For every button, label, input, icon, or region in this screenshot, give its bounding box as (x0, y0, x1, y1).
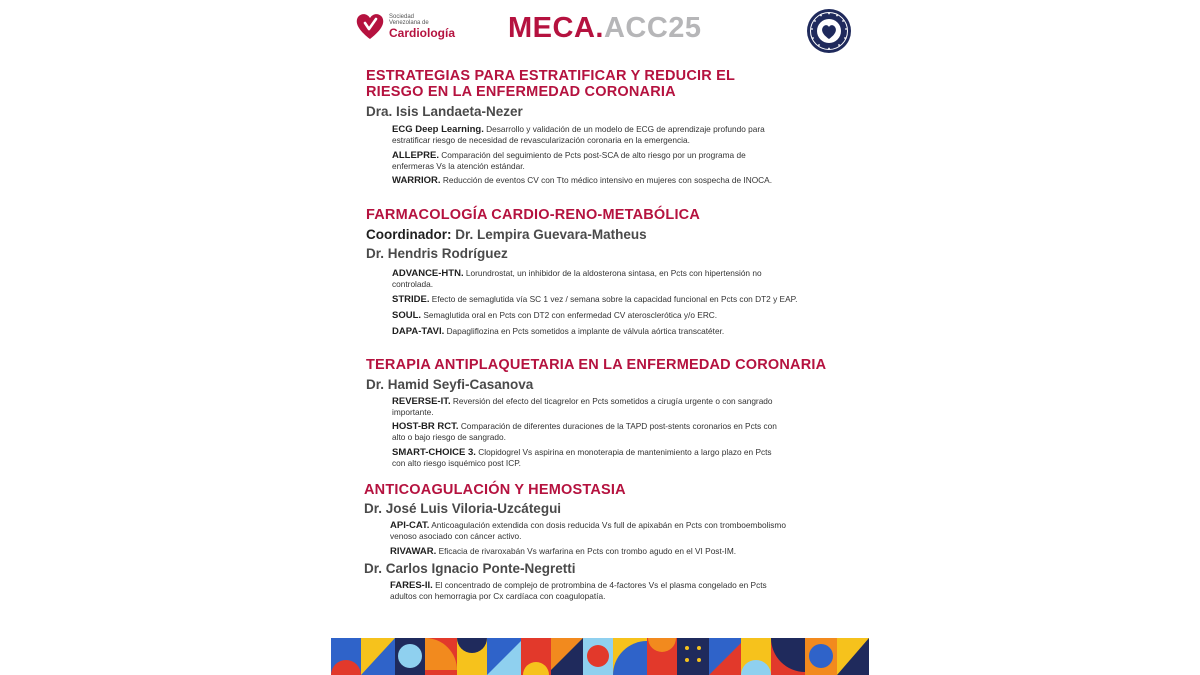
title-meca: MECA. (508, 12, 604, 44)
trial-desc: venoso asociado con cáncer activo. (390, 531, 522, 541)
trial-name: STRIDE. (392, 294, 430, 305)
trial-desc: con alto riesgo isquémico post ICP. (392, 458, 521, 468)
trial-name: SOUL. (392, 310, 422, 321)
trial-desc: Reducción de eventos CV con Tto médico intensivo en mujeres con sospecha de INOCA. (442, 175, 773, 185)
trial-desc: Dapagliflozina en Pcts sometidos a implante de válvula aórtica transcatéter. (446, 326, 725, 336)
list-item (392, 150, 832, 171)
trial-desc: enfermeras Vs la atención estándar. (392, 161, 525, 171)
trial-desc: El concentrado de complejo de protrombina de 4-factores Vs el plasma congelado en Pcts (435, 580, 767, 590)
trial-name: RIVAWAR. (390, 546, 437, 557)
coordinator-label: Coordinador: (366, 227, 452, 242)
trial-desc: controlada. (392, 279, 434, 289)
list-item (392, 124, 832, 145)
doctor-name: Dr. José Luis Viloria-Uzcátegui (364, 501, 562, 516)
section-title-line: ANTICOAGULACIÓN Y HEMOSTASIA (364, 482, 626, 498)
trial-name: ADVANCE-HTN. (392, 268, 464, 279)
trial-desc: alto o bajo riesgo de sangrado. (392, 432, 506, 442)
doctor-name: Dr. Hendris Rodríguez (366, 246, 508, 261)
trial-desc: Eficacia de rivaroxabán Vs warfarina en Pcts con trombo agudo en el VI Post-IM. (438, 546, 737, 556)
section-title-farmacologia (366, 207, 700, 223)
section-title-line: RIESGO EN LA ENFERMEDAD CORONARIA (366, 84, 676, 100)
page-title (508, 12, 702, 45)
trial-desc: Desarrollo y validación de un modelo de ECG de aprendizaje profundo para (486, 124, 765, 134)
doctor-name: Dr. Carlos Ignacio Ponte-Negretti (364, 561, 576, 576)
trial-desc: Anticoagulación extendida con dosis reducida Vs full de apixabán en Pcts con tromboembolismo (431, 520, 786, 530)
section-title-anticoagulacion (364, 482, 626, 498)
society-small-2: Venezolana de (389, 20, 429, 26)
trial-name: ALLEPRE. (392, 150, 439, 161)
section-title-estrategias (366, 68, 735, 100)
trial-name: HOST-BR RCT. (392, 421, 459, 432)
list-item (392, 175, 832, 186)
trial-name: API-CAT. (390, 520, 430, 531)
coordinator (366, 227, 647, 242)
trial-name: FARES-II. (390, 580, 433, 591)
list-item (392, 310, 832, 321)
trial-name: ECG Deep Learning. (392, 124, 484, 135)
trial-desc: Comparación de diferentes duraciones de la TAPD post-stents coronarios en Pcts con (460, 421, 777, 431)
title-acc25: ACC25 (603, 12, 702, 44)
coordinator-name: Dr. Lempira Guevara-Matheus (455, 227, 647, 242)
trial-desc: Clopidogrel Vs aspirina en monoterapia de mantenimiento a largo plazo en Pcts (478, 447, 772, 457)
list-item (392, 396, 832, 417)
trial-desc: Efecto de semaglutida vía SC 1 vez / semana sobre la capacidad funcional en Pcts con DT2 y EAP. (431, 294, 798, 304)
trial-desc: Lorundrostat, un inhibidor de la aldosterona sintasa, en Pcts con hipertensión no (465, 268, 762, 278)
cardiology-seal-icon (806, 8, 852, 54)
list-item (392, 447, 832, 468)
trial-desc: Semaglutida oral en Pcts con DT2 con enfermedad CV aterosclerótica y/o ERC. (423, 310, 718, 320)
society-small-1: Sociedad (389, 14, 415, 20)
list-item (390, 546, 830, 557)
trial-desc: adultos con hemorragia por Cx cardíaca con coagulopatía. (390, 591, 606, 601)
trial-name: SMART-CHOICE 3. (392, 447, 476, 458)
trial-name: REVERSE-IT. (392, 396, 451, 407)
trial-desc: Reversión del efecto del ticagrelor en Pcts sometidos a cirugía urgente o con sangrado (452, 396, 773, 406)
trial-desc: Comparación del seguimiento de Pcts post-SCA de alto riesgo por un programa de (441, 150, 746, 160)
decorative-pattern-banner (331, 638, 869, 675)
trial-name: DAPA-TAVI. (392, 326, 445, 337)
trial-name: WARRIOR. (392, 175, 441, 186)
list-item (392, 268, 832, 289)
doctor-name: Dra. Isis Landaeta-Nezer (366, 104, 523, 119)
section-title-line: TERAPIA ANTIPLAQUETARIA EN LA ENFERMEDAD CORONARIA (366, 357, 827, 373)
list-item (392, 421, 832, 442)
doctor-name: Dr. Hamid Seyfi-Casanova (366, 377, 534, 392)
section-title-antiplaquetaria (366, 357, 826, 373)
section-title-line: ESTRATEGIAS PARA ESTRATIFICAR Y REDUCIR EL (366, 68, 736, 84)
list-item (392, 326, 832, 337)
list-item (392, 294, 832, 305)
section-title-line: FARMACOLOGÍA CARDIO-RENO-METABÓLICA (366, 207, 701, 223)
list-item (390, 520, 830, 541)
society-logo-text (389, 14, 455, 39)
society-name: Cardiología (389, 26, 456, 40)
trial-desc: importante. (392, 407, 434, 417)
list-item (390, 580, 830, 601)
trial-desc: estratificar riesgo de necesidad de revascularización coronaria en la emergencia. (392, 135, 690, 145)
